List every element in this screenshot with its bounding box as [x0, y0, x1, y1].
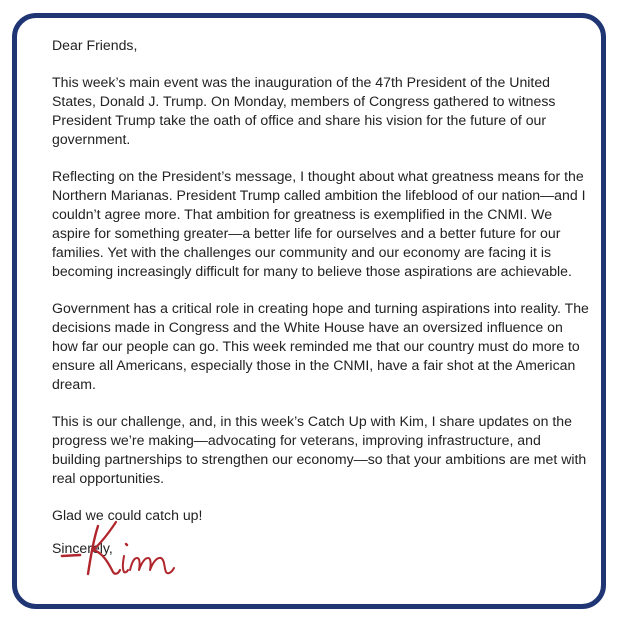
- letter-paragraph: This is our challenge, and, in this week’s Catch Up with Kim, I share updates on the progress we’re making—advocating for veterans, improving infrastructure, and building partnerships to strengthen our economy—so that your ambitions are met with real opportunities.: [52, 413, 587, 486]
- signature-image: [58, 512, 188, 582]
- letter-greeting: Dear Friends,: [52, 37, 138, 53]
- letter-paragraph: Reflecting on the President’s message, I thought about what greatness means for the Northern Marianas. President Trump called ambition the lifeblood of our nation—and I couldn’t agree more. That ambition for greatness is exemplified in the CNMI. We aspire for something greater—a better life for ourselves and a better future for our families. Yet with the challenges our community and our economy are facing it is becoming increasingly difficult for many to believe those aspirations are achievable.: [52, 168, 586, 279]
- letter-paragraph: This week’s main event was the inauguration of the 47th President of the United States, Donald J. Trump. On Monday, members of Congress gathered to witness President Trump take the oath of office and share his vision for the future of our government.: [52, 74, 556, 147]
- letter-closing-line: Glad we could catch up!: [52, 507, 203, 523]
- letter-sign-off: Sincerely,: [52, 540, 113, 556]
- letter-paragraph: Government has a critical role in creating hope and turning aspirations into reality. The decisions made in Congress and the White House have an oversized influence on how far our people can go. This week reminded me that our country must do more to ensure all Americans, especially those in the CNMI, have a fair shot at the American dream.: [52, 300, 589, 392]
- letter-body: [52, 36, 592, 576]
